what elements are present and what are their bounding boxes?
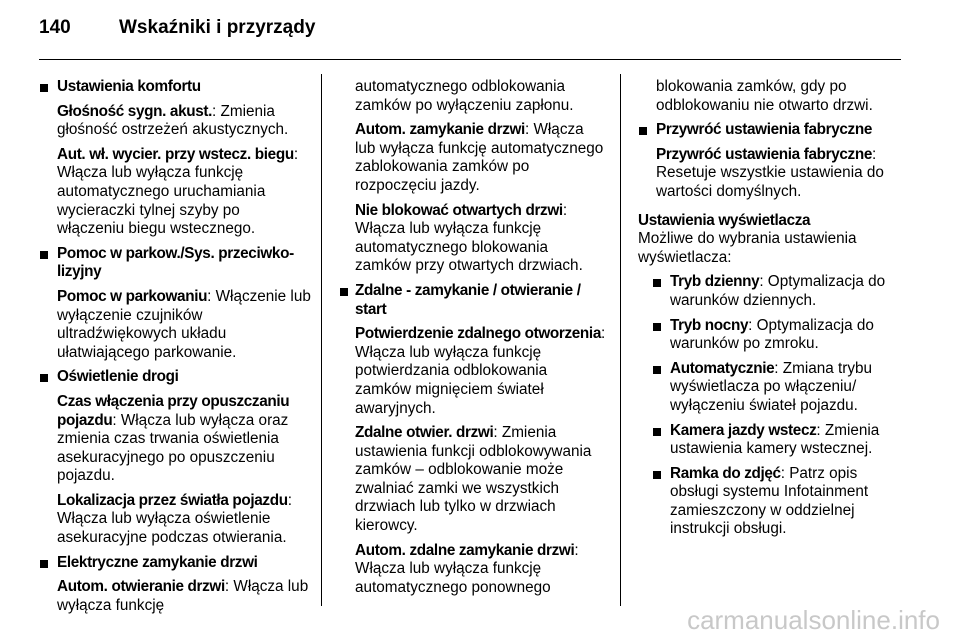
- entry-label: Tryb dzienny: [670, 273, 760, 291]
- page-title: Wskaźniki i przyrządy: [119, 17, 316, 38]
- entry-label: Autom. zdalne zamykanie drzwi: [355, 541, 575, 559]
- bullet-square-icon: [653, 279, 661, 287]
- entry: [39, 288, 311, 362]
- column-3: [638, 78, 903, 545]
- entry: [355, 542, 607, 598]
- list-item: [638, 422, 903, 459]
- entry-label: Kamera jazdy wstecz: [670, 421, 817, 439]
- entry-text: : Włącza lub wyłącza funkcję automatycznego ponownego: [355, 541, 579, 596]
- entry-text: : Zmienia głośność ostrzeżeń akustycznych.: [57, 102, 289, 139]
- entry: [355, 325, 607, 418]
- entry: [355, 202, 607, 276]
- intro-text: Możliwe do wybrania ustawienia wyświetlacza:: [638, 230, 857, 266]
- entry-text: : Zmiana trybu wyświetlacza po włączeniu/ wyłączeniu świateł pojazdu.: [670, 359, 873, 414]
- bullet-square-icon: [40, 84, 48, 92]
- entry-text: : Zmienia ustawienia funkcji odblokowywania zamków – odblokowanie może zwalniać zamki we wszystkich drzwiach lub tylko w drzwiach kierowcy.: [355, 424, 592, 535]
- entry-label: Przywróć ustawienia fabryczne: [656, 145, 872, 163]
- entry: [355, 424, 607, 536]
- bullet-square-icon: [653, 471, 661, 479]
- entry: [39, 103, 311, 140]
- entry: [638, 146, 903, 202]
- entry-text: blokowania zamków, gdy po odblokowaniu nie otwarto drzwi.: [656, 78, 873, 114]
- entry-label: Aut. wł. wycier. przy wstecz. biegu: [57, 145, 294, 163]
- entry-label: Autom. otwieranie drzwi: [57, 578, 225, 596]
- header-rule: [39, 59, 901, 60]
- entry-text: : Optymalizacja do warunków dziennych.: [670, 273, 886, 309]
- entry: [355, 121, 607, 195]
- section-factory: [638, 121, 903, 140]
- entry-label: Automatycznie: [670, 359, 775, 377]
- column-1: [39, 78, 311, 621]
- entry-text: : Optymalizacja do warunków po zmroku.: [670, 316, 874, 353]
- section-remote: [355, 282, 607, 319]
- section-display: [638, 212, 903, 231]
- list-item: [638, 273, 903, 310]
- entry-text: : Włącza lub wyłącza funkcję automatycznego uruchamiania wycieraczki tylnej szyby po włączeniu biegu wstecznego.: [57, 145, 299, 238]
- section-locking: [39, 554, 311, 573]
- entry-label: Pomoc w parkowaniu: [57, 287, 208, 305]
- entry-text: : Włącza lub wyłącza funkcję automatycznego zablokowania zamków po rozpoczęciu jazdy.: [355, 121, 604, 194]
- entry-label: Zdalne otwier. drzwi: [355, 424, 494, 442]
- bullet-square-icon: [639, 127, 647, 135]
- entry-text: automatycznego odblokowania zamków po wyłączeniu zapłonu.: [355, 78, 574, 114]
- entry-text: : Włącza lub wyłącza funkcję: [57, 578, 309, 614]
- bullet-square-icon: [40, 560, 48, 568]
- entry-text: : Patrz opis obsługi systemu Infotainment zamieszczony w oddzielnej instrukcji obsługi.: [670, 464, 869, 538]
- entry-continued: [355, 78, 607, 115]
- bullet-square-icon: [653, 428, 661, 436]
- page-number: 140: [39, 17, 71, 38]
- entry-text: : Resetuje wszystkie ustawienia do wartości domyślnych.: [656, 145, 884, 200]
- bullet-square-icon: [40, 374, 48, 382]
- section-comfort: [39, 78, 311, 97]
- bullet-square-icon: [40, 251, 48, 259]
- section-heading: Ustawienia wyświetlacza: [638, 211, 811, 229]
- entry: [39, 146, 311, 239]
- entry-label: Głośność sygn. akust.: [57, 102, 213, 120]
- entry-continued: [638, 78, 903, 115]
- entry-text: : Zmienia ustawienia kamery wstecznej.: [670, 421, 880, 458]
- section-heading: Oświetlenie drogi: [57, 368, 179, 386]
- section-heading: Ustawienia komfortu: [57, 78, 201, 95]
- section-heading: Elektryczne zamykanie drzwi: [57, 553, 258, 571]
- entry-label: Czas włączenia przy opuszczaniu pojazdu: [57, 392, 290, 429]
- watermark: carmanualsonline.info: [687, 605, 940, 635]
- section-heading: Zdalne - zamykanie / otwieranie / start: [355, 281, 581, 318]
- list-item: [638, 360, 903, 416]
- bullet-square-icon: [653, 323, 661, 331]
- entry-label: Ramka do zdjęć: [670, 464, 781, 482]
- section-intro: [638, 230, 903, 267]
- list-item: [638, 465, 903, 539]
- entry-label: Potwierdzenie zdalnego otworzenia: [355, 325, 601, 343]
- entry: [39, 492, 311, 548]
- column-divider-1: [321, 74, 322, 606]
- entry-text: : Włącza lub wyłącza funkcję automatycznego blokowania zamków przy otwartych drzwiach.: [355, 201, 583, 275]
- entry: [39, 578, 311, 615]
- entry-label: Autom. zamykanie drzwi: [355, 121, 525, 139]
- entry-label: Tryb nocny: [670, 316, 749, 334]
- section-lighting: [39, 368, 311, 387]
- entry-text: : Włączenie lub wyłączenie czujników ultradźwiękowych układu ułatwiającego parkowanie.: [57, 287, 311, 361]
- entry-text: : Włącza lub wyłącza oraz zmienia czas trwania oświetlenia asekuracyjnego po opuszczeniu pojazdu.: [57, 411, 289, 485]
- bullet-square-icon: [653, 366, 661, 374]
- section-heading: Przywróć ustawienia fabryczne: [656, 121, 872, 139]
- column-divider-2: [620, 74, 621, 606]
- section-heading: Pomoc w parkow./Sys. przeciwkolizyjny: [57, 244, 295, 281]
- column-2: [355, 78, 607, 603]
- bullet-square-icon: [340, 288, 348, 296]
- section-parking: [39, 245, 311, 282]
- entry: [39, 393, 311, 486]
- entry-text: : Włącza lub wyłącza funkcję potwierdzania odblokowania zamków mignięciem świateł awaryjnych.: [355, 325, 606, 417]
- entry-text: : Włącza lub wyłącza oświetlenie asekuracyjne podczas otwierania.: [57, 491, 292, 547]
- entry-label: Lokalizacja przez światła pojazdu: [57, 491, 288, 509]
- list-item: [638, 317, 903, 354]
- entry-label: Nie blokować otwartych drzwi: [355, 201, 563, 219]
